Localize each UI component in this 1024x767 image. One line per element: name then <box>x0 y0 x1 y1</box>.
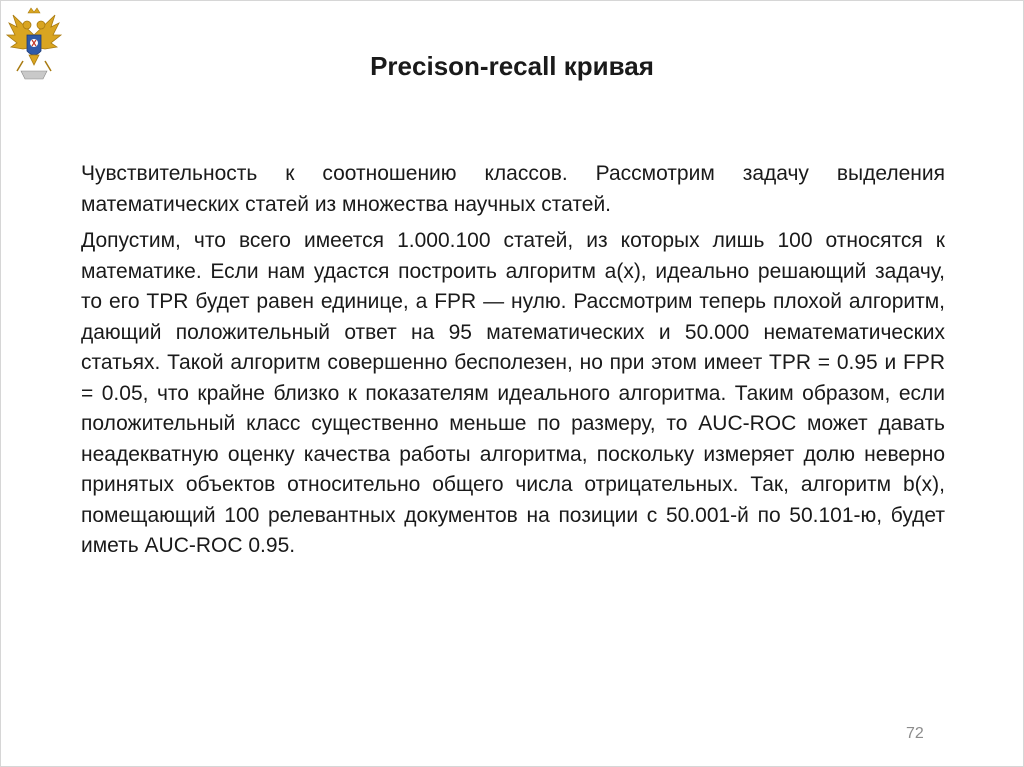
page-number: 72 <box>906 725 924 742</box>
slide-body <box>81 159 945 562</box>
slide-title: Precison-recall кривая <box>370 51 654 81</box>
body-paragraph: Допустим, что всего имеется 1.000.100 статей, из которых лишь 100 относятся к математике. Если нам удастся построить алгоритм a(x), идеально решающий задачу, то его TPR будет равен единице, а FPR — нулю. Рассмотрим теперь плохой алгоритм, дающий положительный ответ на 95 математических и 50.000 нематематических статьях. Такой алгоритм совершенно бесполезен, но при этом имеет TPR = 0.95 и FPR = 0.05, что крайне близко к показателям идеального алгоритма. Таким образом, если положительный класс существенно меньше по размеру, то AUC-ROC может давать неадекватную оценку качества работы алгоритма, поскольку измеряет долю неверно принятых объектов относительно общего числа отрицательных. Так, алгоритм b(x), помещающий 100 релевантных документов на позиции с 50.001-й по 50.101-ю, будет иметь AUC-ROC 0.95. <box>81 229 945 557</box>
body-paragraph: Чувствительность к соотношению классов. Рассмотрим задачу выделения математических статей из множества научных статей. <box>81 162 945 216</box>
